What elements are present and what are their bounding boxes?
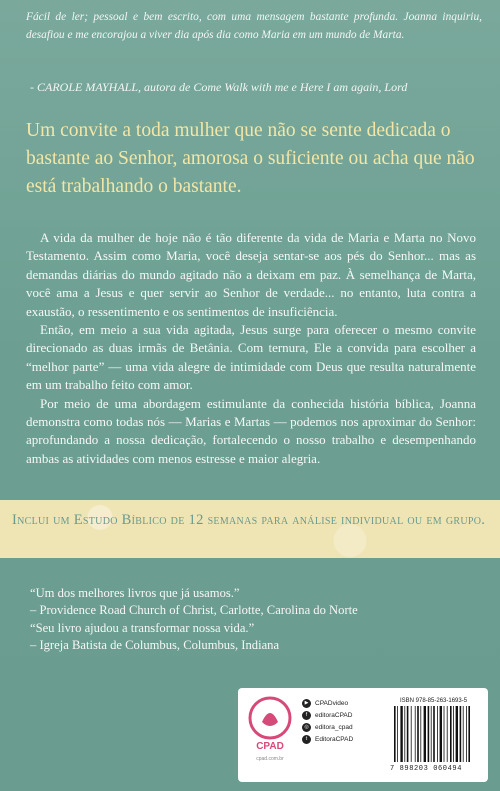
barcode-bar-6 <box>415 706 416 762</box>
quote-attribution: - CAROLE MAYHALL, autora de Come Walk with me e Here I am again, Lord <box>30 80 408 94</box>
barcode-bar-22 <box>466 706 467 762</box>
barcode-bar-18 <box>453 706 454 762</box>
barcode-bar-15 <box>444 706 445 762</box>
cpad-logo <box>248 694 292 774</box>
barcode-bar-4 <box>407 706 409 762</box>
barcode-bar-17 <box>450 706 452 762</box>
endorsement-line-1: “Um dos melhores livros que já usamos.” <box>30 586 240 600</box>
barcode-bar-0 <box>394 706 396 762</box>
banner-text: Inclui um Estudo Bíblico de 12 semanas para análise individual ou em grupo. <box>12 512 486 528</box>
barcode-bar-23 <box>468 706 470 762</box>
social-links <box>302 697 353 745</box>
youtube-icon: ▶ <box>302 699 311 708</box>
barcode-bar-11 <box>431 706 432 762</box>
barcode-bar-9 <box>424 706 426 762</box>
barcode-bar-21 <box>463 706 464 762</box>
endorsement-quote <box>26 8 482 44</box>
barcode-bar-20 <box>460 706 462 762</box>
barcode-bar-16 <box>447 706 448 762</box>
barcode-bar-13 <box>437 706 438 762</box>
barcode-bar-7 <box>417 706 419 762</box>
barcode <box>392 706 482 764</box>
social-twitter[interactable]: t EditoraCPAD <box>302 733 353 745</box>
barcode-bar-2 <box>400 706 402 762</box>
barcode-bar-14 <box>440 706 442 762</box>
quote-text: Fácil de ler; pessoal e bem escrito, com uma mensagem bastante profunda. Joanna inquiriu, desafiou e me encorajou a viver dia após dia como Maria em um mundo de Marta. <box>26 11 482 41</box>
description-paragraph-3: Por meio de uma abordagem estimulante da conhecida história bíblica, Joanna demonstra como todas nós — Marias e Martas — podemos nos aproximar do Senhor: aprofundando a nossa dedicação, fortalecendo o nosso trabalho e desempenhando ambas as atividades com menos estresse e maior alegria. <box>26 395 476 466</box>
social-instagram[interactable]: ◎ editora_cpad <box>302 721 353 733</box>
barcode-bar-8 <box>420 706 421 762</box>
barcode-bar-1 <box>397 706 398 762</box>
isbn: ISBN 978-85-263-1693-5 <box>400 698 468 704</box>
barcode-number: 7 898203 060494 <box>390 765 463 773</box>
headline: Um convite a toda mulher que não se sente dedicada o bastante ao Senhor, amorosa o suficiente ou acha que não está trabalhando o bastante. <box>26 120 475 197</box>
description <box>26 229 476 468</box>
barcode-bar-19 <box>456 706 458 762</box>
description-paragraph-2: Então, em meio a sua vida agitada, Jesus surge para oferecer o mesmo convite direcionado as duas irmãs de Betânia. Com ternura, Ele a convida para escolher a “melhor parte” — uma vida alegre de intimidade com Deus que resulta naturalmente em um trabalho feito com amor. <box>26 322 476 393</box>
twitter-icon: t <box>302 735 311 744</box>
barcode-bar-5 <box>411 706 412 762</box>
facebook-icon: f <box>302 711 311 720</box>
endorsement-line-4: – Igreja Batista de Columbus, Columbus, Indiana <box>30 638 280 653</box>
barcode-bar-3 <box>404 706 405 762</box>
endorsement-line-3: “Seu livro ajudou a transformar nossa vida.” <box>30 620 255 635</box>
social-youtube[interactable]: ▶ CPADvideo <box>302 697 353 709</box>
instagram-icon: ◎ <box>302 723 311 732</box>
logo-text: CPAD <box>256 741 284 752</box>
endorsement-line-2: – Providence Road Church of Christ, Carlotte, Carolina do Norte <box>30 603 358 618</box>
barcode-bar-10 <box>428 706 430 762</box>
description-paragraph-1: A vida da mulher de hoje não é tão diferente da vida de Maria e Marta no Novo Testamento. Assim como Maria, você deseja sentar-se aos pés do Senhor... mas as demandas diárias do mundo agitado não a deixam em paz. À semelhança de Marta, você ama a Jesus e quer servir ao Senhor de verdade... no entanto, luta contra a exaustão, o ressentimento e os sentimentos de insuficiência. <box>26 230 476 319</box>
social-facebook[interactable]: f editoraCPAD <box>302 709 353 721</box>
logo-site: cpad.com.br <box>256 756 284 762</box>
reader-endorsements <box>30 585 470 655</box>
barcode-bar-12 <box>433 706 435 762</box>
